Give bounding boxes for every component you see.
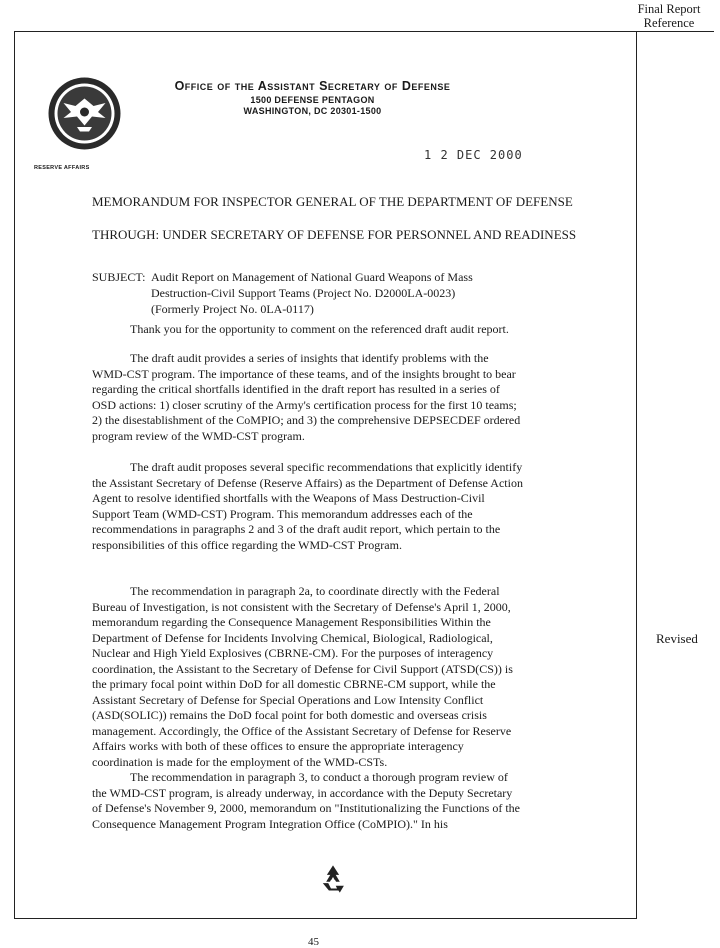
office-address-line-1: 1500 DEFENSE PENTAGON — [250, 95, 375, 105]
header-line-2: Reference — [643, 16, 695, 30]
body-paragraph-4: The recommendation in paragraph 2a, to coordinate directly with the Federal Bureau of Investigation, is not consistent with the Secretary of Defense's April 1, 2000, memorandum regarding the Consequence Management Responsibilities Within the Department of Defense for Incidents Involving Chemical, Biological, Radiological, Nuclear and High Yield Explosives (CBRNE-CM). For the purposes of interagency coordination, the Assistant to the Secretary of Defense for Civil Support (ATSD(CS)) is the primary focal point within DoD for all domestic CBRNE-CM support, while the Assistant Secretary of Defense for Special Operations and Low Intensity Conflict (ASD(SOLIC)) remains the DoD focal point for both domestic and overseas crisis management. Accordingly, the Office of the Assistant Secretary of Defense for Reserve Affairs works with both of these offices to ensure the appropriate interagency coordination is made for the employment of the WMD-CSTs. — [92, 584, 513, 769]
office-address-line-2: WASHINGTON, DC 20301-1500 — [243, 106, 382, 116]
subject-line-2: Destruction-Civil Support Teams (Project No. D2000LA-0023) — [151, 286, 456, 300]
body-paragraph-3: The draft audit proposes several specific recommendations that explicitly identify the Assistant Secretary of Defense (Reserve Affairs) as the Department of Defense Action Agent to resolve identified shortfalls with the Weapons of Mass Destruction-Civil Support Team (WMD-CST) Program. This memorandum addresses each of the recommendations in paragraphs 2 and 3 of the draft audit report, which pertain to the responsibilities of this office regarding the WMD-CST Program. — [92, 460, 523, 552]
page-number: 45 — [308, 936, 319, 948]
memo-through-line: THROUGH: UNDER SECRETARY OF DEFENSE FOR PERSONNEL AND READINESS — [92, 227, 577, 242]
body-paragraph-5: The recommendation in paragraph 3, to conduct a thorough program review of the WMD-CST program, is already underway, in accordance with the Deputy Secretary of Defense's November 9, 2000, memorandum on "Institutionalizing the Functions of the Consequence Management Program Integration Office (CoMPIO)." In his — [92, 770, 520, 831]
subject-line-3: (Formerly Project No. 0LA-0117) — [151, 302, 314, 316]
frame-right-border — [636, 31, 637, 919]
subject-label: SUBJECT: — [92, 270, 146, 284]
recycle-icon — [316, 862, 350, 896]
header-rule — [640, 31, 714, 32]
frame-left-border — [14, 31, 15, 919]
memo-subject — [92, 269, 473, 317]
office-name: Office of the Assistant Secretary of Defense — [174, 79, 451, 93]
subject-line-1: Audit Report on Management of National Guard Weapons of Mass — [151, 270, 473, 284]
dod-seal-icon — [47, 76, 122, 151]
date-stamp: 1 2 DEC 2000 — [424, 148, 523, 162]
header-line-1: Final Report — [637, 2, 701, 16]
frame-top-border — [14, 31, 640, 32]
body-paragraph-2: The draft audit provides a series of insights that identify problems with the WMD-CST program. The importance of these teams, and of the insights brought to bear regarding the critical shortfalls identified in the draft report has resulted in a series of OSD actions: 1) closer scrutiny of the Army's certification process for the first 10 teams; 2) the disestablishment of the CoMPIO; and 3) the comprehensive DEPSECDEF ordered program review of the WMD-CST program. — [92, 351, 521, 443]
final-report-reference-header — [624, 2, 714, 30]
letterhead — [140, 79, 485, 116]
margin-note-revised: Revised — [656, 631, 698, 646]
memo-to-line: MEMORANDUM FOR INSPECTOR GENERAL OF THE DEPARTMENT OF DEFENSE — [92, 194, 573, 209]
frame-bottom-border — [14, 918, 637, 919]
seal-caption: RESERVE AFFAIRS — [34, 165, 90, 171]
body-paragraph-1: Thank you for the opportunity to comment on the referenced draft audit report. — [130, 322, 509, 336]
